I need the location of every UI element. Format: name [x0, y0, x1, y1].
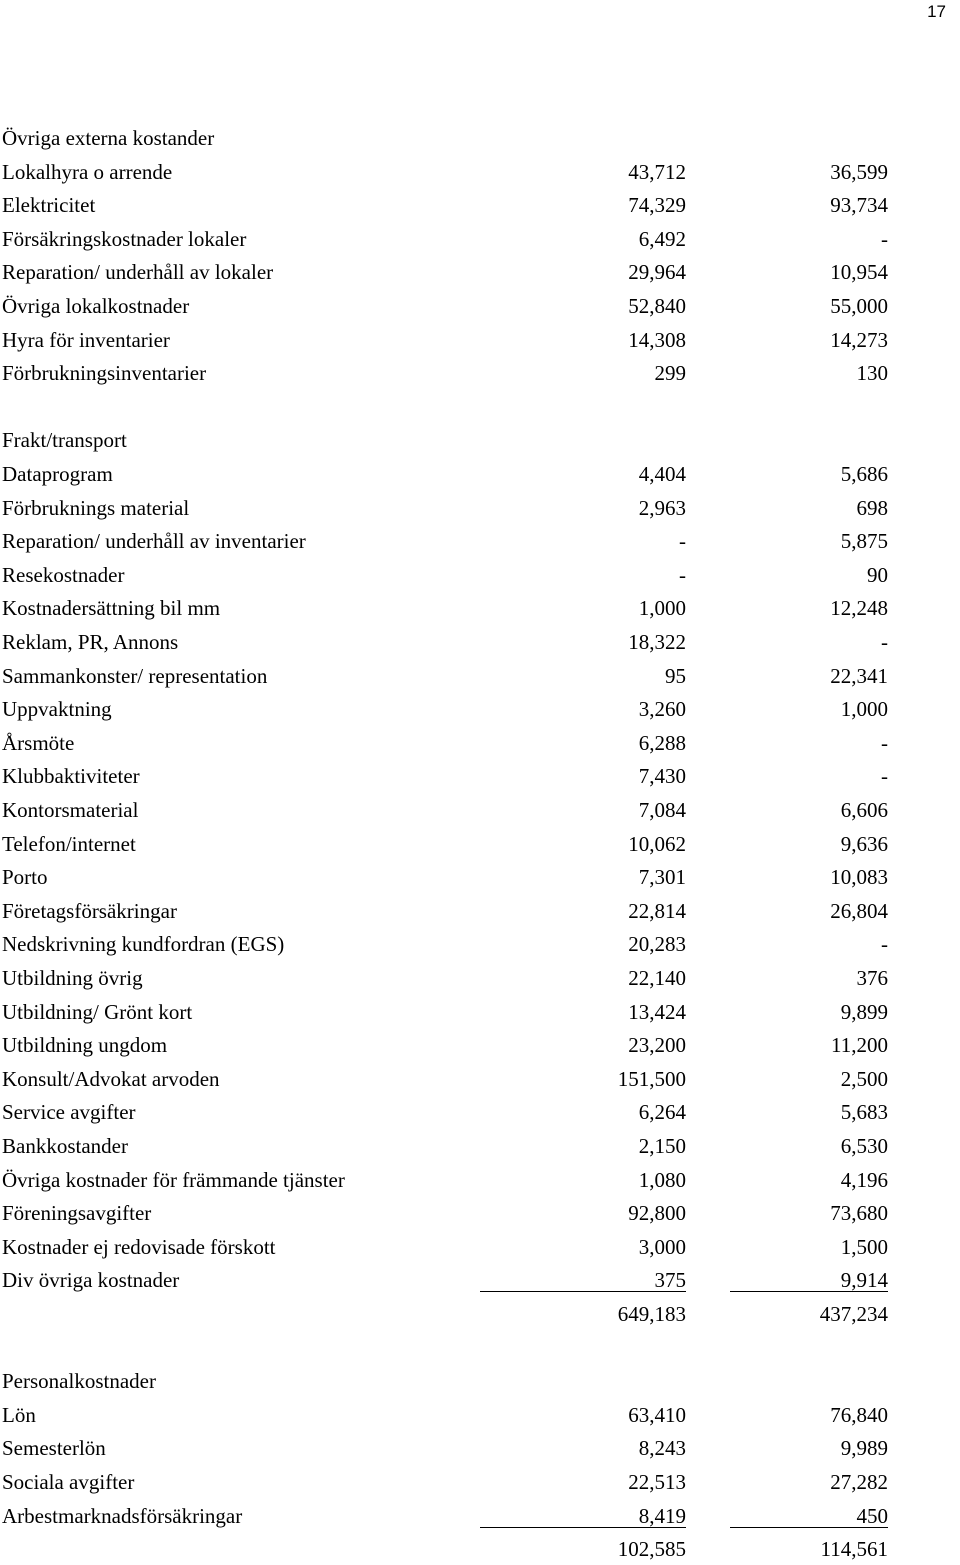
ledger-row [0, 1130, 960, 1162]
row-label: Övriga lokalkostnader [2, 294, 190, 318]
row-label: Telefon/internet [2, 831, 136, 856]
current-year-value: 13,424 [628, 999, 686, 1024]
page-number: 17 [927, 2, 946, 21]
current-year-value: 22,814 [628, 898, 686, 923]
previous-year-value: 6,606 [840, 798, 888, 822]
previous-year-value: 9,636 [840, 831, 888, 856]
ledger-row [0, 290, 960, 322]
ledger-row [0, 156, 960, 188]
row-label: Övriga kostnader för främmande tjänster [2, 1167, 345, 1192]
current-year-value: 6,288 [638, 730, 686, 755]
ledger-row [0, 1231, 960, 1263]
previous-year-value: 130 [856, 361, 888, 386]
previous-year-value: 90 [867, 562, 888, 587]
row-label: Kostnadersättning bil mm [2, 596, 221, 621]
previous-year-value: 12,248 [830, 596, 888, 621]
ledger-row [0, 727, 960, 759]
previous-year-value: 36,599 [830, 159, 888, 184]
row-label: Uppvaktning [2, 697, 112, 722]
section-heading [0, 424, 960, 456]
row-label: Försäkringskostnader lokaler [2, 226, 247, 251]
ledger-row [0, 1399, 960, 1431]
section-heading-label: Personalkostnader [2, 1369, 156, 1394]
ledger-row [0, 256, 960, 288]
ledger-row [0, 458, 960, 490]
ledger-row [0, 1029, 960, 1061]
current-year-value: 4,404 [638, 462, 686, 486]
ledger-row [0, 324, 960, 356]
ledger-row [0, 962, 960, 994]
previous-year-value: - [881, 730, 888, 755]
current-year-value: 92,800 [628, 1201, 686, 1226]
row-label: Lokalhyra o arrende [2, 159, 173, 184]
ledger-row [0, 660, 960, 692]
previous-year-total: 114,561 [820, 1537, 888, 1562]
ledger-row [0, 223, 960, 255]
current-year-total: 102,585 [617, 1537, 686, 1562]
previous-year-value: 1,000 [840, 697, 888, 722]
ledger-row [0, 626, 960, 658]
current-year-value: 1,080 [638, 1167, 686, 1192]
current-year-value: 2,150 [638, 1134, 686, 1158]
ledger-row [0, 492, 960, 524]
ledger-row [0, 1063, 960, 1095]
ledger-row [0, 1096, 960, 1128]
ledger-row [0, 1264, 960, 1296]
row-label: Porto [2, 865, 48, 890]
current-year-value: 375 [480, 1264, 686, 1292]
row-label: Lön [2, 1402, 36, 1427]
current-year-value: 6,492 [638, 226, 686, 251]
current-year-value: 299 [654, 361, 686, 386]
current-year-value: 23,200 [628, 1033, 686, 1058]
row-label: Klubbaktiviteter [2, 764, 140, 789]
current-year-value: - [679, 562, 686, 587]
previous-year-value: 6,530 [840, 1134, 888, 1158]
ledger-row [0, 559, 960, 591]
row-label: Sociala avgifter [2, 1470, 135, 1494]
current-year-value: 43,712 [628, 159, 686, 184]
ledger-row [0, 189, 960, 221]
current-year-value: 22,513 [628, 1470, 686, 1494]
row-label: Kostnader ej redovisade förskott [2, 1234, 276, 1259]
previous-year-value: - [881, 630, 888, 654]
row-label: Div övriga kostnader [2, 1268, 180, 1293]
current-year-value: 7,084 [638, 798, 686, 822]
current-year-value: 151,500 [617, 1066, 686, 1091]
row-label: Årsmöte [2, 730, 75, 755]
ledger-row [0, 996, 960, 1028]
row-label: Bankkostander [2, 1134, 128, 1158]
row-label: Företagsförsäkringar [2, 898, 177, 923]
ledger-row [0, 828, 960, 860]
section-heading [0, 1365, 960, 1397]
ledger-row [0, 895, 960, 927]
row-label: Kontorsmaterial [2, 798, 139, 822]
current-year-value: 29,964 [628, 260, 686, 285]
current-year-value: 3,000 [638, 1234, 686, 1259]
previous-year-value: - [881, 226, 888, 251]
current-year-value: 3,260 [638, 697, 686, 722]
row-label: Utbildning övrig [2, 966, 143, 990]
current-year-value: 52,840 [628, 294, 686, 318]
previous-year-value: 10,954 [830, 260, 888, 285]
previous-year-value: - [881, 932, 888, 957]
row-label: Reklam, PR, Annons [2, 630, 179, 654]
previous-year-value: 14,273 [830, 327, 888, 352]
previous-year-value: 76,840 [830, 1402, 888, 1427]
ledger-row [0, 794, 960, 826]
current-year-value: 22,140 [628, 966, 686, 990]
section-total-row [0, 1298, 960, 1330]
ledger-row [0, 357, 960, 389]
current-year-value: 10,062 [628, 831, 686, 856]
previous-year-value: 450 [730, 1500, 888, 1528]
previous-year-total: 437,234 [819, 1302, 888, 1326]
section-total-row [0, 1533, 960, 1565]
current-year-value: 18,322 [628, 630, 686, 654]
row-label: Utbildning/ Grönt kort [2, 999, 193, 1024]
current-year-value: 14,308 [628, 327, 686, 352]
section-heading-label: Övriga externa kostander [2, 126, 215, 150]
current-year-total: 649,183 [617, 1302, 686, 1326]
current-year-value: - [679, 529, 686, 554]
row-label: Resekostnader [2, 562, 125, 587]
current-year-value: 7,430 [638, 764, 686, 789]
previous-year-value: 10,083 [830, 865, 888, 890]
section-heading [0, 122, 960, 154]
current-year-value: 95 [665, 663, 686, 688]
current-year-value: 2,963 [638, 495, 686, 520]
previous-year-value: 22,341 [830, 663, 888, 688]
previous-year-value: 55,000 [830, 294, 888, 318]
previous-year-value: 5,875 [840, 529, 888, 554]
previous-year-value: 26,804 [830, 898, 888, 923]
previous-year-value: 93,734 [830, 193, 888, 218]
ledger-row [0, 760, 960, 792]
current-year-value: 6,264 [638, 1100, 686, 1125]
previous-year-value: 698 [856, 495, 888, 520]
previous-year-value: 1,500 [840, 1234, 888, 1259]
current-year-value: 1,000 [638, 596, 686, 621]
ledger-row [0, 592, 960, 624]
previous-year-value: 2,500 [840, 1066, 888, 1091]
previous-year-value: 9,899 [840, 999, 888, 1024]
row-label: Semesterlön [2, 1436, 106, 1461]
current-year-value: 8,419 [480, 1500, 686, 1528]
row-label: Sammankonster/ representation [2, 663, 268, 688]
row-label: Arbestmarknadsförsäkringar [2, 1503, 243, 1528]
row-label: Nedskrivning kundfordran (EGS) [2, 932, 285, 957]
current-year-value: 20,283 [628, 932, 686, 957]
row-label: Reparation/ underhåll av inventarier [2, 529, 306, 554]
previous-year-value: 11,200 [831, 1033, 888, 1058]
row-label: Reparation/ underhåll av lokaler [2, 260, 274, 285]
row-label: Utbildning ungdom [2, 1033, 168, 1058]
row-label: Förbrukningsinventarier [2, 361, 207, 386]
row-label: Förbruknings material [2, 495, 190, 520]
ledger-row [0, 861, 960, 893]
previous-year-value: 376 [856, 966, 888, 990]
previous-year-value: 27,282 [830, 1470, 888, 1494]
previous-year-value: 5,686 [840, 462, 888, 486]
ledger-row [0, 1500, 960, 1532]
ledger-row [0, 928, 960, 960]
previous-year-value: 9,914 [730, 1264, 888, 1292]
current-year-value: 8,243 [638, 1436, 686, 1461]
row-label: Dataprogram [2, 462, 113, 486]
row-label: Hyra för inventarier [2, 327, 170, 352]
row-label: Föreningsavgifter [2, 1201, 152, 1226]
previous-year-value: 4,196 [840, 1167, 888, 1192]
previous-year-value: 5,683 [840, 1100, 888, 1125]
current-year-value: 63,410 [628, 1402, 686, 1427]
current-year-value: 7,301 [638, 865, 686, 890]
section-heading-label: Frakt/transport [2, 428, 127, 453]
previous-year-value: - [881, 764, 888, 789]
row-label: Elektricitet [2, 193, 96, 218]
ledger-row [0, 1164, 960, 1196]
ledger-row [0, 1466, 960, 1498]
previous-year-value: 9,989 [840, 1436, 888, 1461]
ledger-row [0, 1432, 960, 1464]
row-label: Service avgifter [2, 1100, 136, 1125]
ledger-row [0, 693, 960, 725]
row-label: Konsult/Advokat arvoden [2, 1066, 220, 1091]
ledger-row [0, 1197, 960, 1229]
ledger-row [0, 525, 960, 557]
previous-year-value: 73,680 [830, 1201, 888, 1226]
current-year-value: 74,329 [628, 193, 686, 218]
